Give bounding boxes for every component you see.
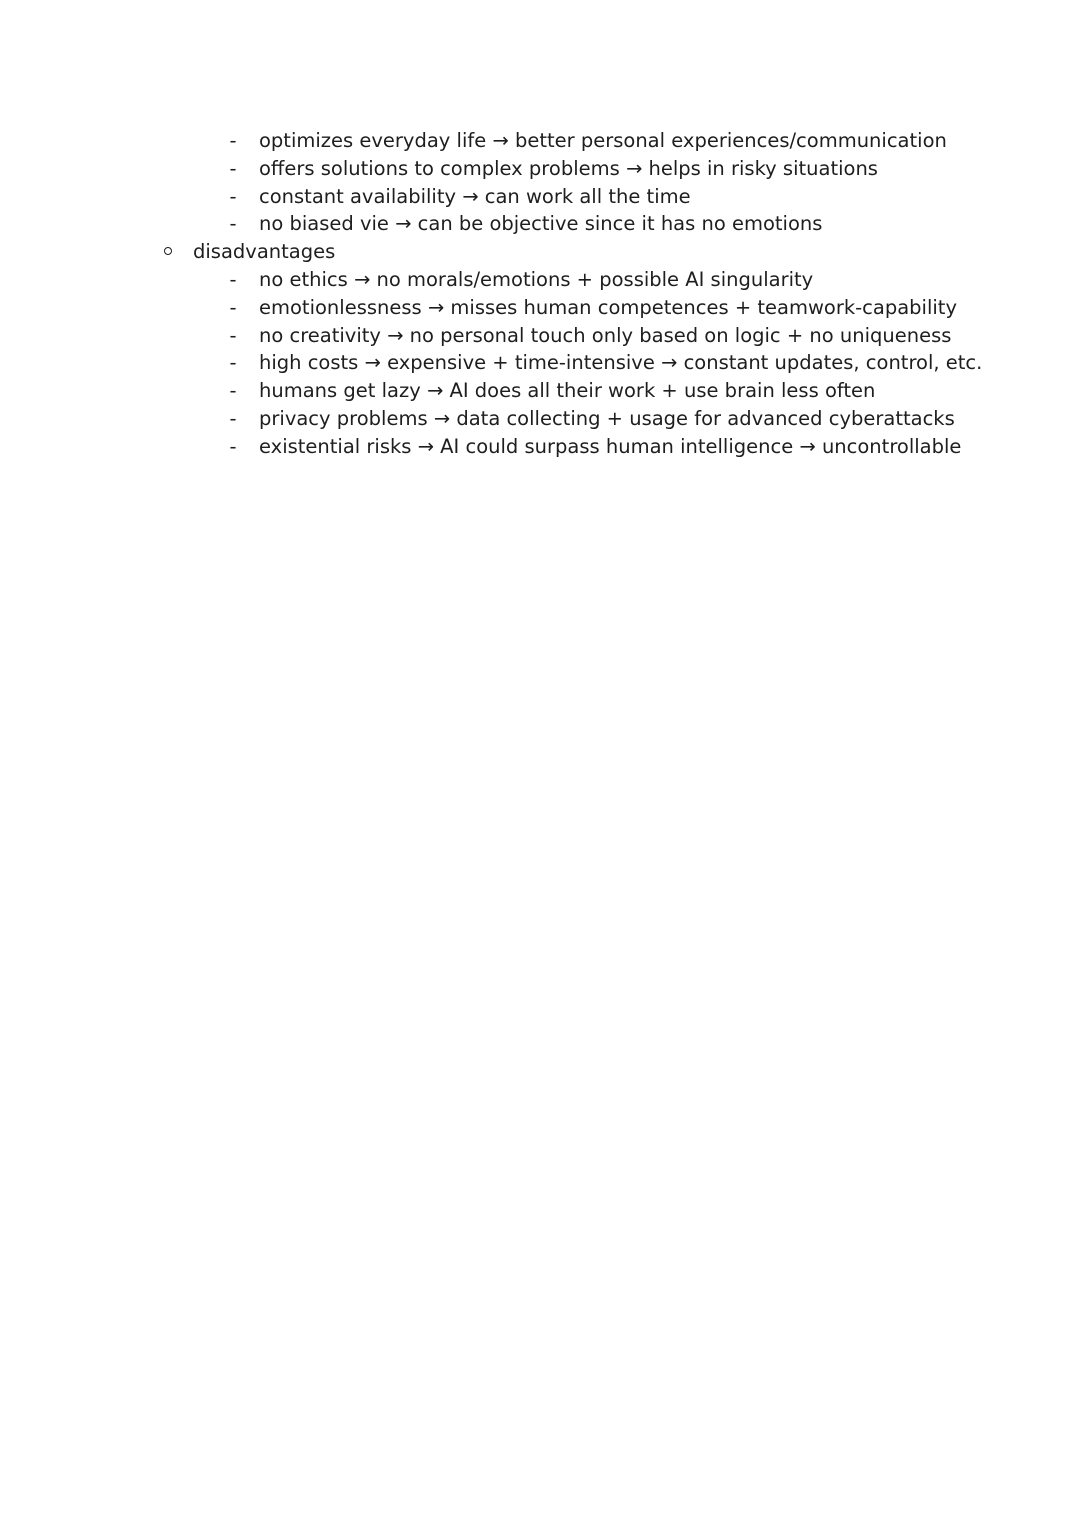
list-item <box>0 127 1080 155</box>
list-item <box>0 183 1080 211</box>
advantage-item: constant availability → can work all the time <box>259 184 691 208</box>
disadvantage-item: humans get lazy → AI does all their work + use brain less often <box>259 379 876 403</box>
dash-bullet: - <box>229 295 237 319</box>
disadvantage-item: existential risks → AI could surpass human intelligence → uncontrollable <box>259 434 962 458</box>
advantage-item: offers solutions to complex problems → helps in risky situations <box>259 156 878 180</box>
dash-bullet: - <box>229 434 237 458</box>
disadvantage-item: emotionlessness → misses human competences + teamwork-capability <box>259 295 957 319</box>
dash-bullet: - <box>229 267 237 291</box>
dash-bullet: - <box>229 129 237 152</box>
dash-bullet: - <box>229 184 237 208</box>
dash-bullet: - <box>229 379 237 403</box>
list-item <box>0 349 1080 377</box>
disadvantage-item: no creativity → no personal touch only based on logic + no uniqueness <box>259 323 952 347</box>
dash-bullet: - <box>229 212 237 236</box>
disadvantages-heading-row <box>0 238 1080 266</box>
list-item <box>0 155 1080 183</box>
advantage-item: no biased vie → can be objective since it has no emotions <box>259 212 823 236</box>
dash-bullet: - <box>229 323 237 347</box>
list-item <box>0 405 1080 433</box>
circle-bullet-icon <box>164 247 172 255</box>
advantage-item: optimizes everyday life → better personal experiences/communication <box>259 129 947 152</box>
list-item <box>0 377 1080 405</box>
disadvantage-item: no ethics → no morals/emotions + possible AI singularity <box>259 267 814 291</box>
notes-content <box>0 127 1080 461</box>
dash-bullet: - <box>229 406 237 430</box>
list-item <box>0 210 1080 238</box>
list-item <box>0 433 1080 461</box>
disadvantage-item: high costs → expensive + time-intensive → constant updates, control, etc. <box>259 351 983 375</box>
list-item <box>0 322 1080 350</box>
dash-bullet: - <box>229 351 237 375</box>
list-item <box>0 266 1080 294</box>
disadvantages-heading: disadvantages <box>193 240 336 264</box>
disadvantage-item: privacy problems → data collecting + usage for advanced cyberattacks <box>259 406 955 430</box>
dash-bullet: - <box>229 156 237 180</box>
list-item <box>0 294 1080 322</box>
